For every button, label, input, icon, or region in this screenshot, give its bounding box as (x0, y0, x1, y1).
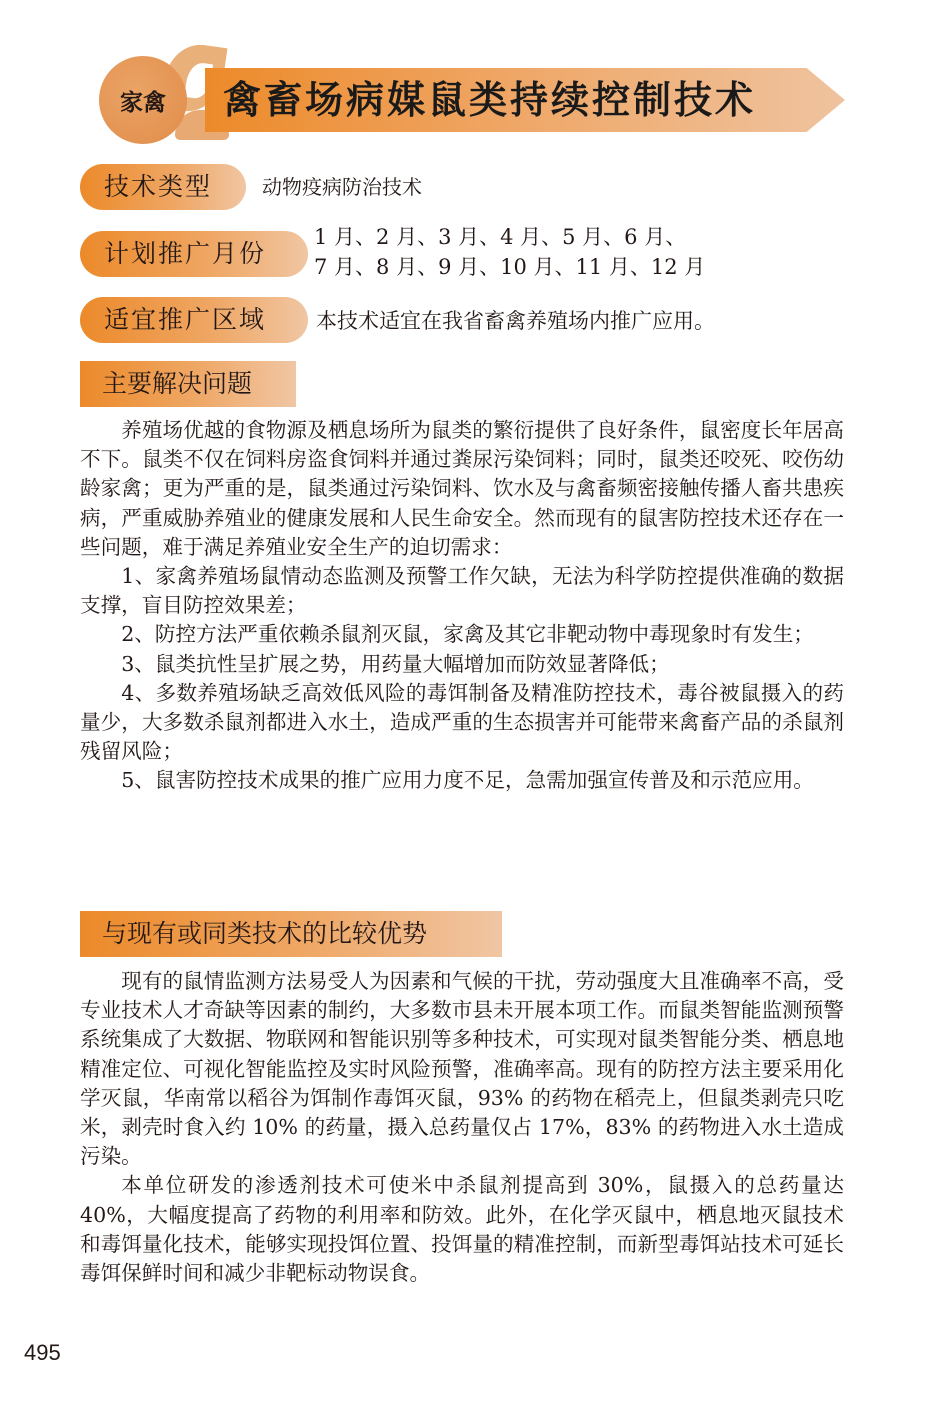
paragraph: 养殖场优越的食物源及栖息场所为鼠类的繁衍提供了良好条件，鼠密度长年居高不下。鼠类不仅在饲料房盗食饲料并通过粪尿污染饲料；同时，鼠类还咬死、咬伤幼龄家禽；更为严重的是，鼠类通过污染饲料、饮水及与禽畜频密接触传播人畜共患疾病，严重威胁养殖业的健康发展和人民生命安全。然而现有的鼠害防控技术还存在一些问题，难于满足养殖业安全生产的迫切需求： (80, 418, 844, 559)
title-banner (95, 40, 845, 145)
main-problems-body (80, 416, 844, 796)
paragraph: 现有的鼠情监测方法易受人为因素和气候的干扰，劳动强度大且准确率不高，受专业技术人才奇缺等因素的制约，大多数市县未开展本项工作。而鼠类智能监测预警系统集成了大数据、物联网和智能识别等多种技术，可实现对鼠类智能分类、栖息地精准定位、可视化智能监控及实时风险预警，准确率高。现有的防控方法主要采用化学灭鼠，华南常以稻谷为饵制作毒饵灭鼠，93% 的药物在稻壳上，但鼠类剥壳只吃米，剥壳时食入约 10% 的药量，摄入总药量仅占 17%，83% 的药物进入水土造成污染。 (80, 969, 844, 1169)
list-item: 1、家禽养殖场鼠情动态监测及预警工作欠缺，无法为科学防控提供准确的数据支撑，盲目防控效果差； (80, 564, 844, 618)
section-heading-comparative-advantages: 与现有或同类技术的比较优势 (80, 911, 502, 957)
category-badge-label: 家禽 (120, 89, 166, 116)
page-number: 495 (24, 1340, 61, 1365)
list-item: 5、鼠害防控技术成果的推广应用力度不足，急需加强宣传普及和示范应用。 (121, 768, 814, 793)
region-value: 本技术适宜在我省畜禽养殖场内推广应用。 (316, 309, 715, 333)
months-label: 计划推广月份 (80, 231, 308, 277)
page-title: 禽畜场病媒鼠类持续控制技术 (223, 78, 757, 122)
section-heading-main-problems: 主要解决问题 (80, 361, 296, 407)
region-label: 适宜推广区域 (80, 297, 308, 343)
advantages-body (80, 967, 844, 1288)
list-item: 4、多数养殖场缺乏高效低风险的毒饵制备及精准防控技术，毒谷被鼠摄入的药量少，大多数杀鼠剂都进入水土，造成严重的生态损害并可能带来禽畜产品的杀鼠剂残留风险； (80, 680, 844, 764)
list-item: 3、鼠类抗性呈扩展之势，用药量大幅增加而防效显著降低； (121, 651, 670, 676)
tech-type-label: 技术类型 (80, 164, 246, 210)
tech-type-value: 动物疫病防治技术 (262, 175, 422, 199)
months-value-line2: 7 月、8 月、9 月、10 月、11 月、12 月 (314, 255, 706, 279)
months-value-line1: 1 月、2 月、3 月、4 月、5 月、6 月、 (314, 225, 687, 249)
paragraph: 本单位研发的渗透剂技术可使米中杀鼠剂提高到 30%，鼠摄入的总药量达 40%，大幅度提高了药物的利用率和防效。此外，在化学灭鼠中，栖息地灭鼠技术和毒饵量化技术，能够实现投饵位置、投饵量的精准控制，而新型毒饵站技术可延长毒饵保鲜时间和减少非靶标动物误食。 (80, 1173, 844, 1286)
category-badge (99, 56, 187, 144)
list-item: 2、防控方法严重依赖杀鼠剂灭鼠，家禽及其它非靶动物中毒现象时有发生； (121, 622, 814, 647)
